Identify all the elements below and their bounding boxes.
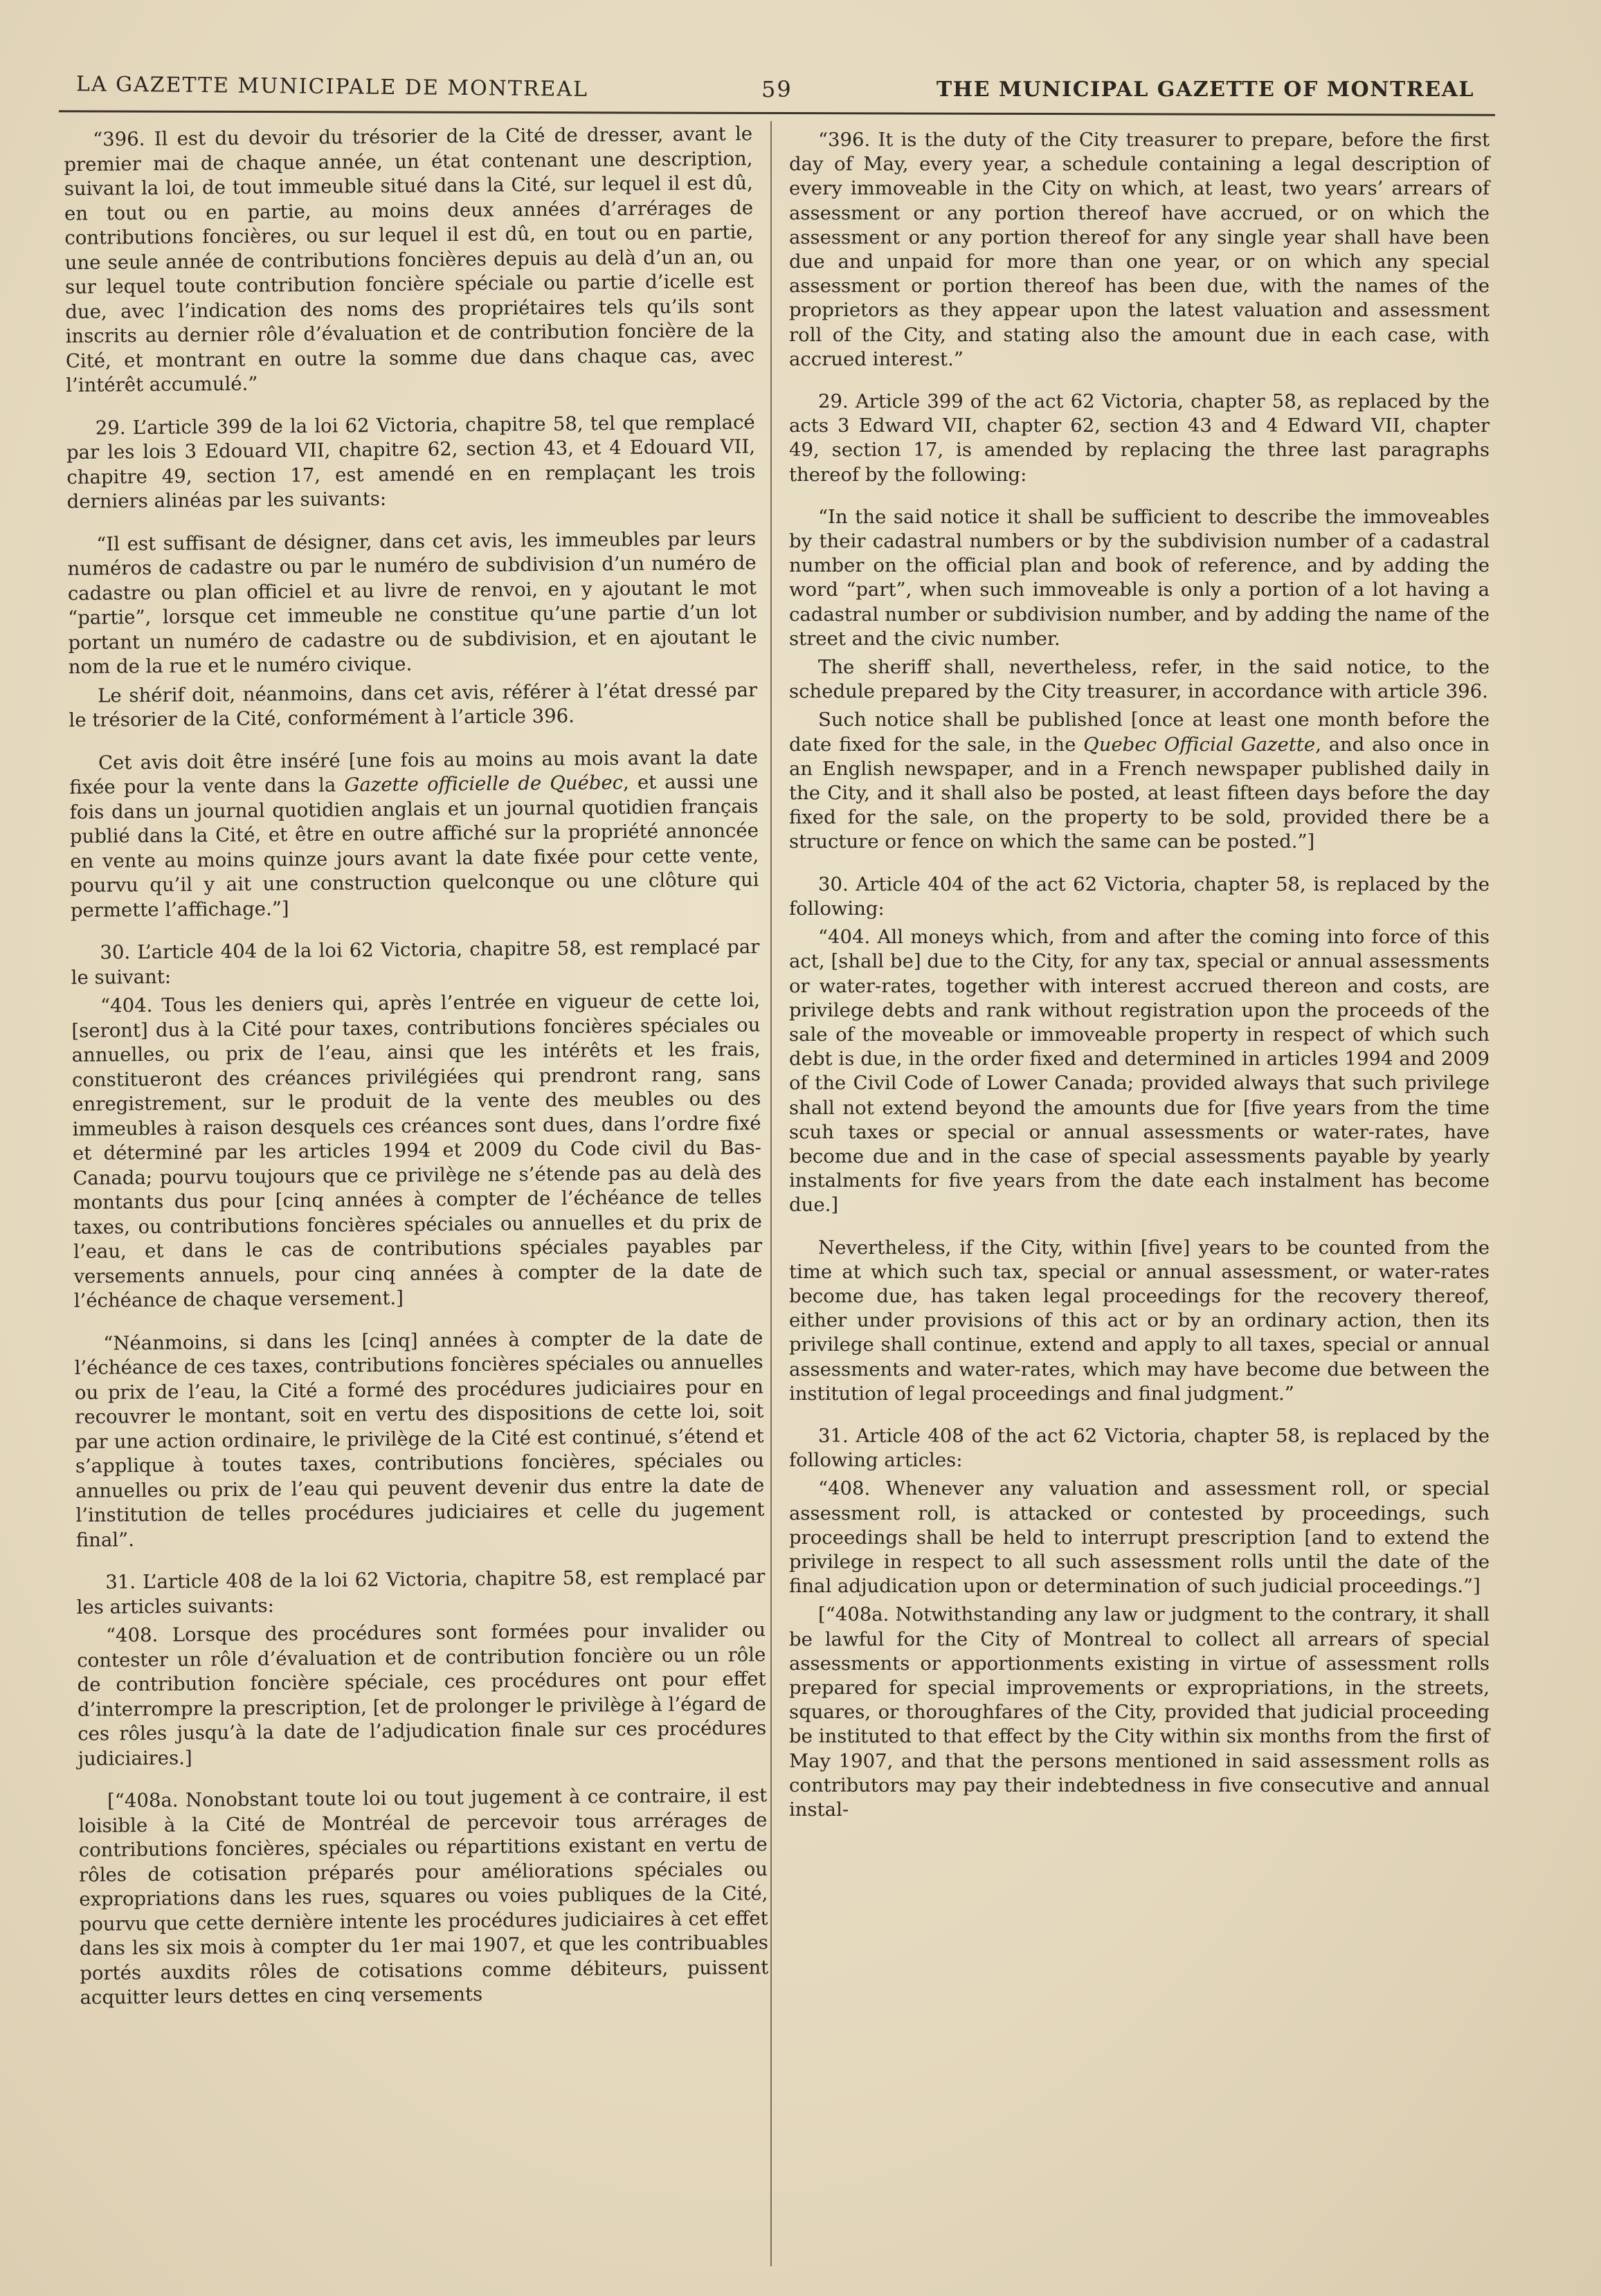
en-gazette-name: Quebec Official Gazette [1083, 733, 1316, 756]
en-notice-description: “In the said notice it shall be sufficient to describe the immoveables by their cadastral numbers or by the subdivision number of a cadastral number on the official plan and book of reference, and by adding the word “part”, when such immoveable is only a portion of a lot having a cadastral number or subdivision number, and by adding the name of the street and the civic number. [789, 505, 1490, 650]
fr-gazette-name: Gazette officielle de Québec [344, 771, 624, 796]
en-sheriff-reference: The sheriff shall, nevertheless, refer, in the said notice, to the schedule prepared by the City treasurer, in accordance with article 396. [789, 656, 1490, 703]
fr-article-396: “396. Il est du devoir du trésorier de la Cité de dresser, avant le premier mai de chaque année, un état contenant une description, suivant la loi, de tout immeuble situé dans la Cité, sur lequel il est dû, en tout ou en partie, au moins deux années d’arrérages de contributions foncières, ou sur lequel il est dû, en tout ou en partie, une seule année de contributions foncières depuis au delà d’un an, ou sur lequel toute contribution foncière spéciale ou partie d’icelle est due, avec l’indication des noms des propriétaires tels qu’ils sont inscrits au dernier rôle d’évaluation et de contribution foncière de la Cité, et montrant en outre la somme due dans chaque cas, avec l’intérêt accumulé.” [64, 122, 755, 397]
en-section-31: 31. Article 408 of the act 62 Victoria, chapter 58, is replaced by the following articles: [789, 1424, 1490, 1472]
en-nevertheless: Nevertheless, if the City, within [five] years to be counted from the time at which such tax, special or annual assessment, or water-rates become due, has taken legal proceedings for the recovery thereof, either under provisions of this act or by an ordinary action, then its privilege shall continue, extend and apply to all taxes, special or annual assessments and water-rates, which may have become due between the institution of legal proceedings and final judgment.” [789, 1236, 1490, 1405]
en-article-404: “404. All moneys which, from and after the coming into force of this act, [shall be] due to the City, for any tax, special or annual assessments or water-rates, together with interest accrued thereon and costs, are privilege debts and rank without registration upon the proceeds of the sale of the moveable or immoveable property in respect of which such debt is due, in the order fixed and determined in articles 1994 and 2009 of the Civil Code of Lower Canada; provided always that such privilege shall not extend beyond the amounts due for [five years from the time scuh taxes or special or annual assessments or water-rates, have become due and in the case of special assessments payable by yearly instalments for five years from the date each instalment has become due.] [789, 926, 1490, 1217]
header-english-title: THE MUNICIPAL GAZETTE OF MONTREAL [936, 78, 1474, 102]
column-divider [770, 121, 772, 2266]
fr-article-408a: [“408a. Nonobstant toute loi ou tout jugement à ce contraire, il est loisible à la Cité de Montréal de percevoir tous arrérages de contributions foncières, spéciales ou répartitions existant en vertu de rôles de cotisation préparés pour améliorations spéciales ou expropriations dans les rues, squares ou voies publiques de la Cité, pourvu que cette dernière intente les procédures judiciaires à cet effet dans les six mois à compter du 1er mai 1907, et que les contribuables portés auxdits rôles de cotisations comme débiteurs, puissent acquitter leurs dettes en cinq versements [78, 1784, 769, 2009]
fr-notice-designation: “Il est suffisant de désigner, dans cet avis, les immeubles par leurs numéros de cadastre ou par le numéro de subdivision d’un numéro de cadastre ou plan officiel et au livre de renvoi, en y ajoutant le mot “partie”, lorsque cet immeuble ne constitue qu’une partie d’un lot portant un numéro de cadastre ou de subdivision, et en ajoutant le nom de la rue et le numéro civique. [67, 527, 757, 678]
fr-article-408: “408. Lorsque des procédures sont formées pour invalider ou contester un rôle d’évaluation et de contribution foncière ou un rôle de contribution foncière spéciale, ces procédures ont pour effet d’interrompre la prescription, [et de prolonger le privilège à l’égard de ces rôles jusqu’à la date de l’adjudication finale sur ces procédures judiciaires.] [77, 1619, 767, 1770]
fr-article-404: “404. Tous les deniers qui, après l’entrée en vigueur de cette loi, [seront] dus à la Cité pour taxes, contributions foncières spéciales ou annuelles, ou prix de l’eau, ainsi que les intérêts et les frais, constitueront des créances privilégiées qui prendront rang, sans enregistrement, sur le produit de la vente des meubles ou des immeubles à raison desquels ces créances sont dues, dans l’ordre fixé et déterminé par les articles 1994 et 2009 du Code civil du Bas-Canada; pourvu toujours que ce privilège ne s’étende pas au delà des montants dus pour [cinq années à compter de l’échéance de telles taxes, ou contributions foncières spéciales ou annuelles et du prix de l’eau, et dans le cas de contributions spéciales payables par versements annuels, pour cinq années à compter de la date de l’échéance de chaque versement.] [71, 989, 763, 1312]
en-publication-text-a: Such notice shall be published [once at least one month before the date fixed for the sale, in the [789, 709, 1490, 756]
fr-publication-text-a: Cet avis doit être inséré [une fois au moins au mois avant la date fixée pour la vente dans la [69, 745, 759, 799]
english-column [789, 128, 1490, 1840]
fr-section-30: 30. L’article 404 de la loi 62 Victoria, chapitre 58, est remplacé par le suivant: [71, 936, 760, 989]
french-column [64, 122, 769, 2028]
fr-sheriff-reference: Le shérif doit, néanmoins, dans cet avis, référer à l’état dressé par le trésorier de la Cité, conformément à l’article 396. [69, 678, 758, 731]
en-publication-text-b: , and also once in an English newspaper, and in a French newspaper published daily in the City, and it shall also be posted, at least fifteen days before the day fixed for the sale, on the property to be sold, provided there be a structure or fence on which the same can be posted.”] [789, 733, 1490, 853]
en-article-408: “408. Whenever any valuation and assessment roll, or special assessment roll, is attacked or contested by proceedings, such proceedings shall be held to interrupt prescription [and to extend the privilege in respect to all such assessment rolls until the date of the final adjudication upon or determination of such judicial proceedings.”] [789, 1477, 1490, 1598]
page-header [76, 68, 1474, 109]
fr-section-31: 31. L’article 408 de la loi 62 Victoria, chapitre 58, est remplacé par les articles suivants: [76, 1565, 766, 1619]
fr-section-29: 29. L’article 399 de la loi 62 Victoria, chapitre 58, tel que remplacé par les lois 3 Edouard VII, chapitre 62, section 43, et 4 Edouard VII, chapitre 49, section 17, est amendé en en remplaçant les trois derniers alinéas par les suivants: [66, 410, 756, 513]
en-article-396: “396. It is the duty of the City treasurer to prepare, before the first day of May, every year, a schedule containing a legal description of every immoveable in the City on which, at least, two years’ arrears of assessment or any portion thereof have accrued, or on which the assessment or any portion thereof for any single year shall have been due and unpaid for more than one year, or on which any special assessment or portion thereof has been due, with the names of the proprietors as they appear upon the latest valuation and assessment roll of the City, and stating also the amount due in each case, with accrued interest.” [789, 129, 1490, 370]
en-section-29: 29. Article 399 of the act 62 Victoria, chapter 58, as replaced by the acts 3 Edward VII, chapter 62, section 43 and 4 Edward VII, chapter 49, section 17, is amended by replacing the three last paragraphs thereof by the following: [789, 390, 1490, 486]
page-number: 59 [761, 76, 793, 102]
en-article-408a: [“408a. Notwithstanding any law or judgment to the contrary, it shall be lawful for the City of Montreal to collect all arrears of special assessments or apportionments existing in virtue of assessment rolls prepared for special improvements or expropriations, in the streets, squares, or thoroughfares of the City, provided that judicial proceeding be instituted to that effect by the City within six months from the first of May 1907, and that the persons mentioned in said assessment rolls as contributors may pay their indebtedness in five consecutive and annual instal- [789, 1603, 1490, 1821]
fr-publication-text-b: , et aussi une fois dans un journal quotidien anglais et un journal quotidien français publié dans la Cité, et être en outre affiché sur la propriété annoncée en vente au moins quinze jours avant la date fixée pour cette vente, pourvu qu’il y ait une construction quelconque ou une clôture qui permette l’affichage.”] [69, 770, 759, 922]
header-french-title: LA GAZETTE MUNICIPALE DE MONTREAL [75, 72, 589, 102]
fr-neanmoins: “Néanmoins, si dans les [cinq] années à compter de la date de l’échéance de ces taxes, contributions foncières spéciales ou annuelles ou prix de l’eau, la Cité a formé des procédures judiciaires pour en recouvrer le montant, soit en vertu des dispositions de cette loi, soit par une action ordinaire, le privilège de la Cité est continué, s’étend et s’applique à toutes taxes, contributions foncières, spéciales ou annuelles ou prix de l’eau qui peuvent devenir dus entre la date de l’institution de telles procédures judiciaires et celle du jugement final”. [74, 1326, 765, 1551]
en-section-30: 30. Article 404 of the act 62 Victoria, chapter 58, is replaced by the following: [789, 873, 1490, 920]
en-publication-notice [789, 708, 1490, 854]
header-rule [59, 110, 1495, 116]
fr-publication-notice [69, 745, 759, 923]
